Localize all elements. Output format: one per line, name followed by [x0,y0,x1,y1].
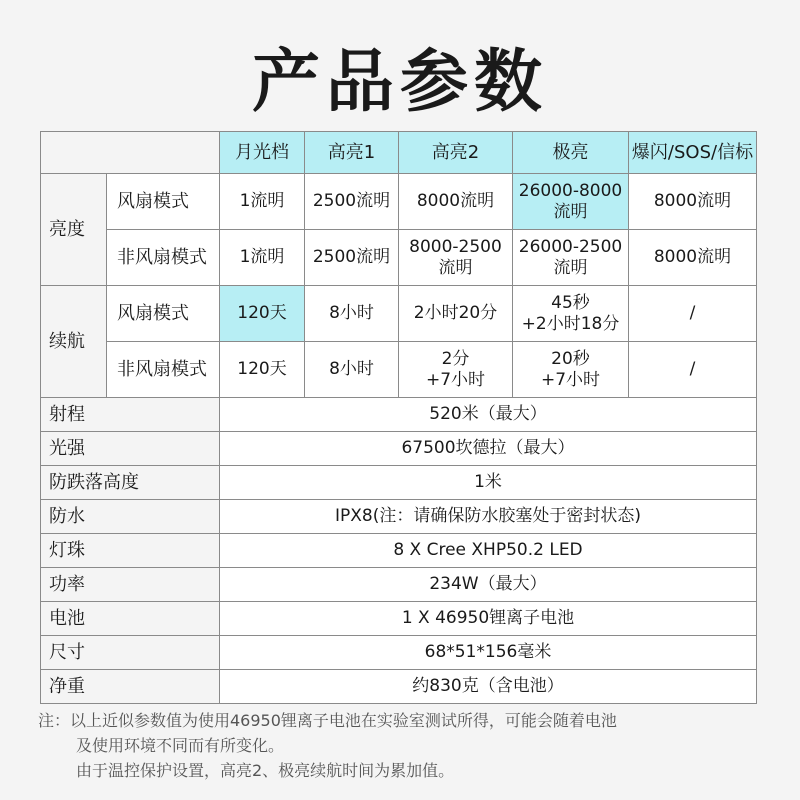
header-high2: 高亮2 [399,132,513,174]
header-high1: 高亮1 [305,132,399,174]
table-cell: 8000流明 [629,174,757,230]
spec-label: 功率 [41,568,220,602]
page-title: 产品参数 [251,43,548,122]
runtime-nofan-row [41,342,757,398]
table-cell: 45秒 +2小时18分 [513,286,629,342]
spec-value: 1 X 46950锂离子电池 [220,602,757,636]
spec-label: 净重 [41,670,220,704]
mode-label: 风扇模式 [107,174,220,230]
header-strobe-sos-beacon: 爆闪/SOS/信标 [629,132,757,174]
table-cell: 8000流明 [399,174,513,230]
mode-label: 非风扇模式 [107,230,220,286]
table-cell-highlight: 26000-8000 流明 [513,174,629,230]
spec-row-led [41,534,757,568]
spec-row-battery [41,602,757,636]
table-cell: 8000流明 [629,230,757,286]
spec-row-intensity [41,432,757,466]
footnote [38,708,778,783]
header-turbo: 极亮 [513,132,629,174]
table-cell: 8小时 [305,342,399,398]
table-cell: 20秒 +7小时 [513,342,629,398]
table-cell: 8小时 [305,286,399,342]
runtime-label: 续航 [41,286,107,398]
table-cell: / [629,286,757,342]
spec-value: 520米（最大） [220,398,757,432]
table-cell-highlight: 120天 [220,286,305,342]
table-cell: 120天 [220,342,305,398]
mode-label: 非风扇模式 [107,342,220,398]
table-cell: 2小时20分 [399,286,513,342]
spec-label: 光强 [41,432,220,466]
brightness-fan-row [41,174,757,230]
footnote-line: 注：以上近似参数值为使用46950锂离子电池在实验室测试所得，可能会随着电池 [38,711,617,730]
table-cell: 2分 +7小时 [399,342,513,398]
spec-label: 防水 [41,500,220,534]
mode-label: 风扇模式 [107,286,220,342]
spec-row-drop-height [41,466,757,500]
spec-row-size [41,636,757,670]
spec-value: IPX8(注：请确保防水胶塞处于密封状态) [220,500,757,534]
brightness-label: 亮度 [41,174,107,286]
spec-label: 电池 [41,602,220,636]
spec-row-weight [41,670,757,704]
spec-label: 防跌落高度 [41,466,220,500]
table-cell: 8000-2500 流明 [399,230,513,286]
table-cell: 2500流明 [305,174,399,230]
spec-value: 约830克（含电池） [220,670,757,704]
brightness-nofan-row [41,230,757,286]
spec-label: 尺寸 [41,636,220,670]
table-cell: 26000-2500 流明 [513,230,629,286]
spec-value: 68*51*156毫米 [220,636,757,670]
spec-label: 射程 [41,398,220,432]
table-cell: 1流明 [220,174,305,230]
table-cell: 2500流明 [305,230,399,286]
table-cell: 1流明 [220,230,305,286]
spec-row-range [41,398,757,432]
header-corner [41,132,220,174]
spec-value: 1米 [220,466,757,500]
spec-row-waterproof [41,500,757,534]
footnote-line: 由于温控保护设置，高亮2、极亮续航时间为累加值。 [76,761,455,780]
spec-value: 234W（最大） [220,568,757,602]
footnote-line: 及使用环境不同而有所变化。 [76,736,285,755]
spec-value: 8 X Cree XHP50.2 LED [220,534,757,568]
header-row [41,132,757,174]
table-cell: / [629,342,757,398]
spec-table [40,131,757,704]
header-moonlight: 月光档 [220,132,305,174]
spec-row-power [41,568,757,602]
spec-label: 灯珠 [41,534,220,568]
runtime-fan-row [41,286,757,342]
spec-value: 67500坎德拉（最大） [220,432,757,466]
